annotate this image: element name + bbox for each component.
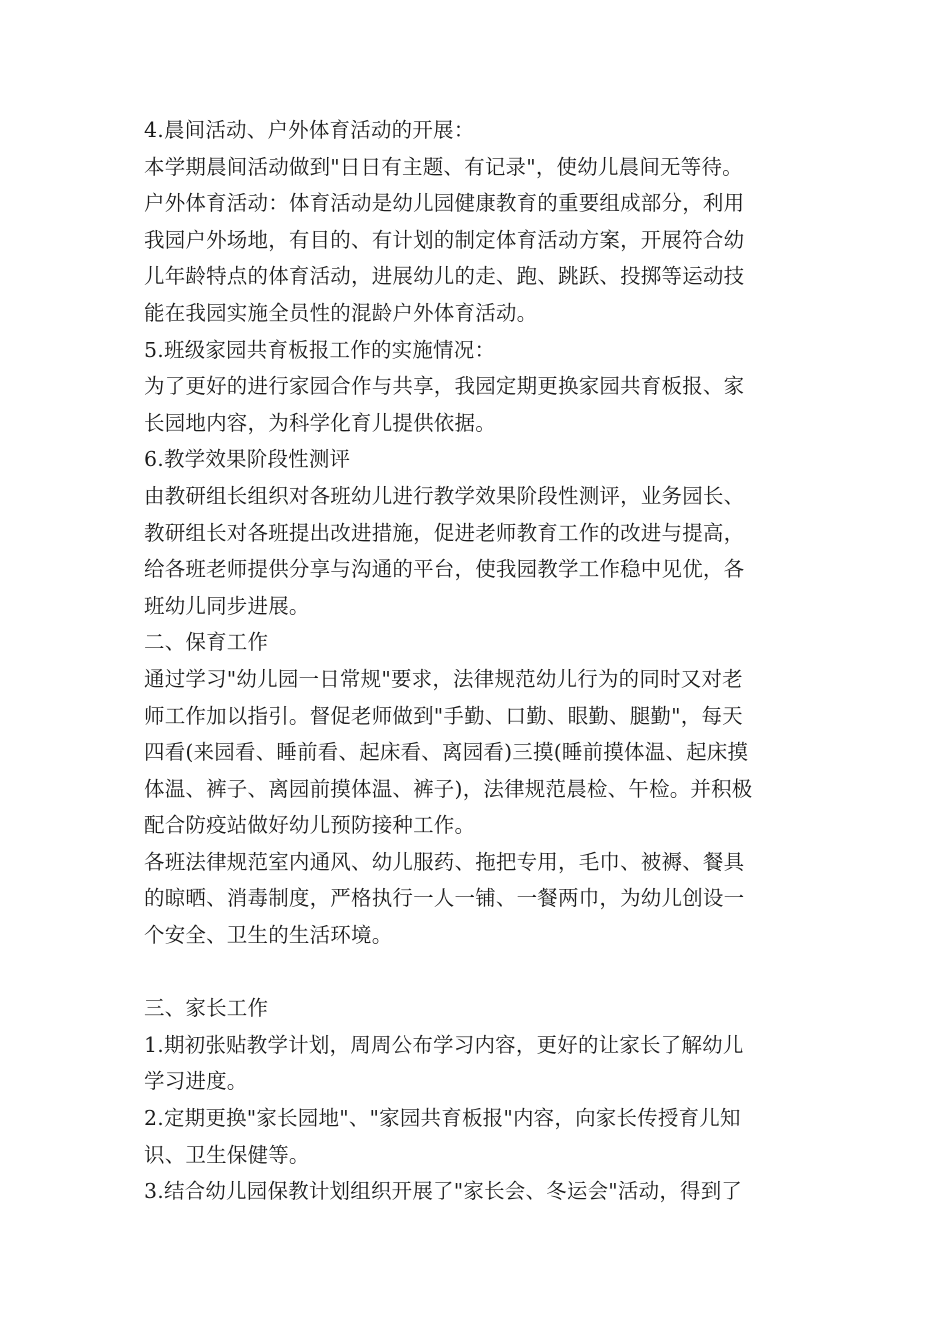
paragraph-line: 各班法律规范室内通风、幼儿服药、拖把专用，毛巾、被褥、餐具 [144,849,745,874]
section-heading-bulletin-board: 5.班级家园共育板报工作的实施情况： [144,337,496,362]
paragraph-line: 班幼儿同步进展。 [144,593,310,618]
paragraph-line: 儿年龄特点的体育活动，进展幼儿的走、跑、跳跃、投掷等运动技 [144,264,745,289]
paragraph-line: 体温、裤子、离园前摸体温、裤子)，法律规范晨检、午检。并积极 [144,776,753,801]
paragraph-line: 教研组长对各班提出改进措施，促进老师教育工作的改进与提高， [144,520,745,545]
list-item-line: 识、卫生保健等。 [144,1142,310,1167]
paragraph-line: 个安全、卫生的生活环境。 [144,923,393,948]
paragraph-line: 给各班老师提供分享与沟通的平台，使我园教学工作稳中见优，各 [144,557,745,582]
paragraph-line: 通过学习"幼儿园一日常规"要求，法律规范幼儿行为的同时又对老 [144,666,743,691]
section-heading-evaluation: 6.教学效果阶段性测评 [144,447,351,472]
list-item-line: 学习进度。 [144,1069,248,1094]
document-body [144,112,808,1210]
paragraph-line: 师工作加以指引。督促老师做到"手勤、口勤、眼勤、腿勤"，每天 [144,703,743,728]
paragraph-line: 能在我园实施全员性的混龄户外体育活动。 [144,300,538,325]
list-item-line: 2.定期更换"家长园地"、"家园共育板报"内容，向家长传授育儿知 [144,1106,741,1131]
paragraph-line: 户外体育活动：体育活动是幼儿园健康教育的重要组成部分，利用 [144,191,745,216]
section-heading-childcare: 二、保育工作 [144,630,269,655]
paragraph-line: 为了更好的进行家园合作与共享，我园定期更换家园共育板报、家 [144,374,745,399]
section-heading-parent-work: 三、家长工作 [144,996,269,1021]
paragraph-line: 由教研组长组织对各班幼儿进行教学效果阶段性测评，业务园长、 [144,483,745,508]
blank-line [144,954,808,991]
list-item-line: 3.结合幼儿园保教计划组织开展了"家长会、冬运会"活动，得到了 [144,1179,743,1204]
section-heading-morning-activities: 4.晨间活动、户外体育活动的开展： [144,118,475,142]
paragraph-line: 配合防疫站做好幼儿预防接种工作。 [144,813,476,838]
paragraph-line: 四看(来园看、睡前看、起床看、离园看)三摸(睡前摸体温、起床摸 [144,740,749,765]
list-item-line: 1.期初张贴教学计划，周周公布学习内容，更好的让家长了解幼儿 [144,1032,744,1057]
paragraph-line: 长园地内容，为科学化育儿提供依据。 [144,410,496,435]
paragraph-line: 的晾晒、消毒制度，严格执行一人一铺、一餐两巾，为幼儿创设一 [144,886,745,911]
paragraph-line: 我园户外场地，有目的、有计划的制定体育活动方案，开展符合幼 [144,227,745,252]
paragraph-line: 本学期晨间活动做到"日日有主题、有记录"，使幼儿晨间无等待。 [144,154,743,179]
